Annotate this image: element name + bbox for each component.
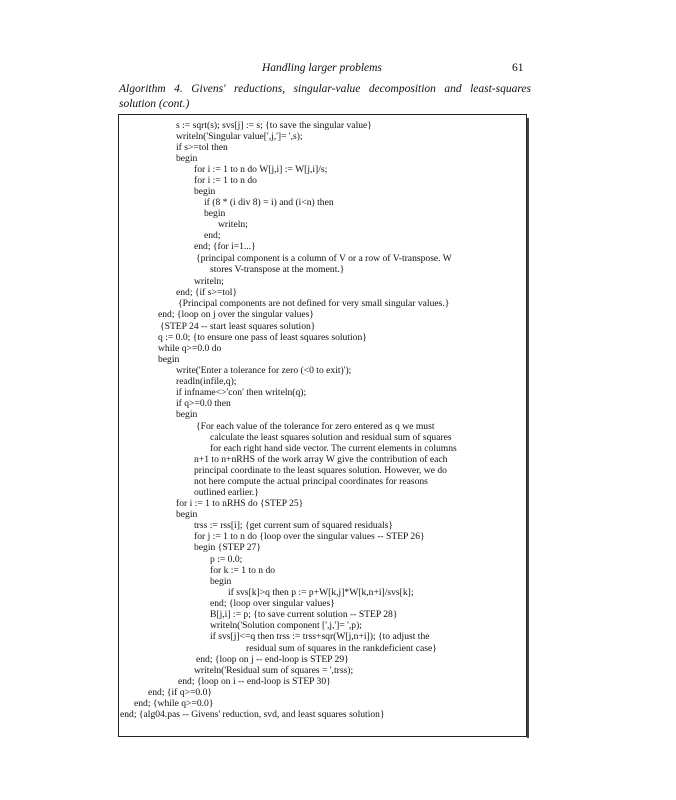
- code-line: end; {if q>=0.0}: [148, 687, 212, 698]
- code-line: begin: [210, 576, 232, 587]
- code-line: for i := 1 to n do: [194, 175, 257, 186]
- algorithm-caption: Algorithm 4. Givens' reductions, singular-value decomposition and least-squares solution (cont.): [119, 83, 531, 110]
- code-line: begin {STEP 27}: [194, 542, 261, 553]
- code-line: begin: [204, 208, 226, 219]
- code-line: if (8 * (i div 8) = i) and (i<n) then: [204, 197, 334, 208]
- code-line: end; {if s>=tol}: [176, 287, 238, 298]
- code-line: {For each value of the tolerance for zero entered as q we must: [196, 421, 435, 432]
- code-line: end; {while q>=0.0}: [134, 698, 214, 709]
- code-line: end; {loop over singular values}: [210, 598, 335, 609]
- code-line: if svs[j]<=q then trss := trss+sqr(W[j,n+i]); {to adjust the: [210, 631, 430, 642]
- code-line: p := 0.0;: [210, 554, 243, 565]
- code-line: if s>=tol then: [176, 142, 228, 153]
- code-line: principal coordinate to the least squares solution. However, we do: [194, 465, 447, 476]
- code-line: writeln;: [194, 276, 224, 287]
- code-line: writeln('Residual sum of squares = ',trss);: [194, 665, 354, 676]
- code-line: {principal component is a column of V or a row of V-transpose. W: [196, 253, 452, 264]
- code-line: while q>=0.0 do: [158, 343, 222, 354]
- code-line: write('Enter a tolerance for zero (<0 to exit)');: [176, 365, 352, 376]
- code-line: readln(infile,q);: [176, 376, 237, 387]
- code-line: residual sum of squares in the rankdeficient case}: [246, 643, 437, 654]
- code-line: begin: [176, 509, 198, 520]
- code-line: begin: [158, 354, 180, 365]
- code-line: for j := 1 to n do {loop over the singular values -- STEP 26}: [194, 531, 425, 542]
- code-line: writeln;: [218, 219, 248, 230]
- code-line: end; {alg04.pas -- Givens' reduction, svd, and least squares solution}: [120, 709, 385, 720]
- code-line: {STEP 24 -- start least squares solution}: [160, 321, 316, 332]
- code-line: {Principal components are not defined for very small singular values.}: [178, 298, 450, 309]
- code-line: if svs[k]>q then p := p+W[k,j]*W[k,n+i]/svs[k];: [228, 587, 414, 598]
- code-line: begin: [194, 186, 216, 197]
- code-line: for i := 1 to n do W[j,i] := W[j,i]/s;: [194, 164, 328, 175]
- code-line: not here compute the actual principal coordinates for reasons: [194, 476, 428, 487]
- code-line: end; {loop on j -- end-loop is STEP 29}: [196, 654, 349, 665]
- code-line: begin: [176, 153, 198, 164]
- code-line: for k := 1 to n do: [210, 565, 276, 576]
- code-line: for each right hand side vector. The current elements in columns: [210, 443, 457, 454]
- running-head: [0, 62, 676, 78]
- code-line: n+1 to n+nRHS of the work array W give the contribution of each: [194, 454, 448, 465]
- code-line: if q>=0.0 then: [176, 398, 231, 409]
- code-line: stores V-transpose at the moment.}: [210, 264, 345, 275]
- running-title: Handling larger problems: [262, 62, 382, 74]
- code-line: end; {loop on j over the singular values}: [158, 309, 315, 320]
- code-line: begin: [176, 409, 198, 420]
- code-line: q := 0.0; {to ensure one pass of least squares solution}: [158, 332, 367, 343]
- code-line: trss := rss[i]; {get current sum of squared residuals}: [194, 520, 393, 531]
- code-line: for i := 1 to nRHS do {STEP 25}: [176, 498, 304, 509]
- code-line: writeln('Singular value[',j,']= ',s);: [176, 131, 303, 142]
- code-line: B[j,i] := p; {to save current solution -- STEP 28}: [210, 609, 398, 620]
- code-line: end; {loop on i -- end-loop is STEP 30}: [178, 676, 331, 687]
- code-line: calculate the least squares solution and residual sum of squares: [210, 432, 452, 443]
- code-line: s := sqrt(s); svs[j] := s; {to save the singular value}: [176, 120, 372, 131]
- code-line: end; {for i=1...}: [194, 241, 256, 252]
- code-line: outlined earlier.}: [194, 487, 259, 498]
- page-number: 61: [512, 62, 524, 74]
- code-line: end;: [204, 230, 221, 241]
- code-line: if infname<>'con' then writeln(q);: [176, 387, 307, 398]
- code-line: writeln('Solution component [',j,']= ',p);: [210, 620, 362, 631]
- code-listing-box: [118, 114, 527, 737]
